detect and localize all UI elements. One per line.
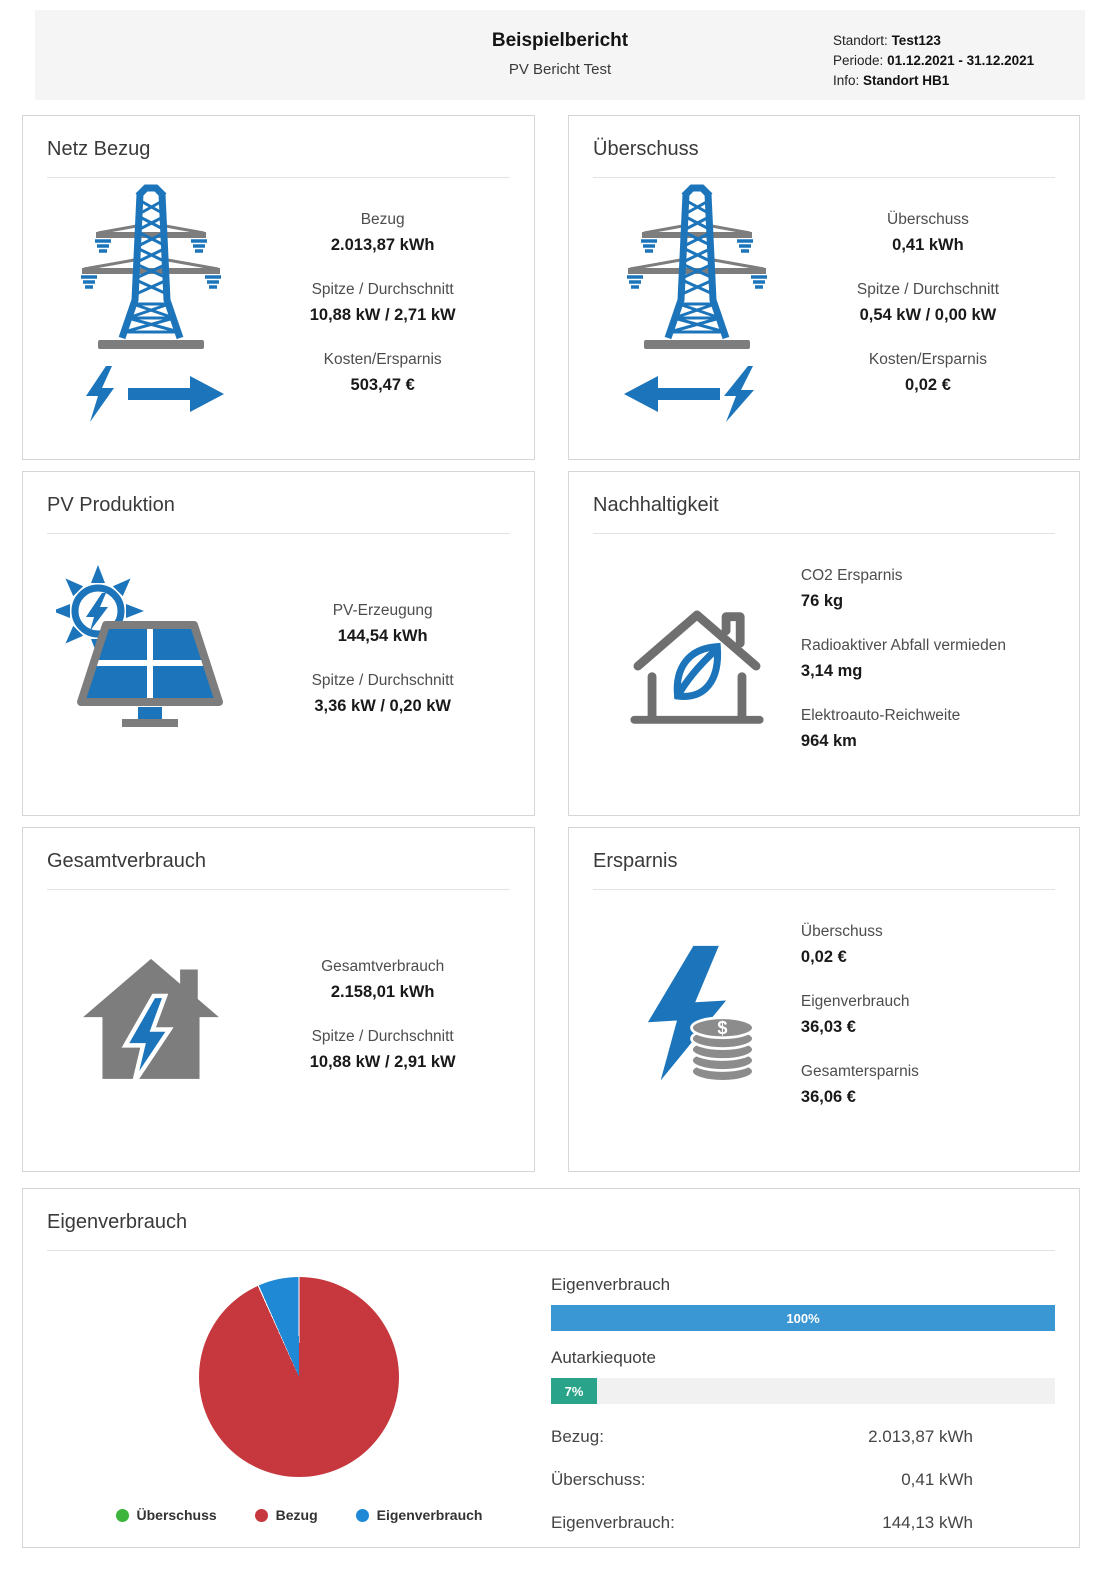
stat-label: Eigenverbrauch <box>800 992 910 1010</box>
autarkiequote-bar-label: Autarkiequote <box>551 1348 656 1367</box>
stat-co2 <box>801 567 1055 611</box>
stat-value: 0,54 kW / 0,00 kW <box>859 305 997 324</box>
eigenverbrauch-pie-chart <box>199 1277 399 1477</box>
stat-value: 144,54 kWh <box>337 626 428 645</box>
stat-label: Gesamtersparnis <box>800 1062 919 1080</box>
card-gesamtverbrauch <box>22 827 535 1172</box>
stat-radioaktiv <box>801 637 1055 681</box>
meta-periode-label: Periode: <box>833 53 884 68</box>
power-tower-icon <box>622 182 772 352</box>
lightning-arrow-right-icon <box>76 364 226 424</box>
legend-dot-blue <box>356 1509 369 1522</box>
stat-label: Kosten/Ersparnis <box>868 350 987 368</box>
stat-value: 3,36 kW / 0,20 kW <box>314 696 451 715</box>
meta-info-value: Standort HB1 <box>863 73 950 88</box>
stat-label: Überschuss <box>887 210 969 228</box>
stat-label: Gesamtverbrauch <box>321 957 445 975</box>
power-tower-icon <box>76 182 226 352</box>
legend-label: Eigenverbrauch <box>376 1507 483 1523</box>
stat-value: 3,14 mg <box>800 661 863 680</box>
card-title: PV Produktion <box>47 494 175 516</box>
row-label: Bezug: <box>551 1427 604 1446</box>
card-pv-produktion <box>22 471 535 816</box>
card-ersparnis <box>568 827 1080 1172</box>
stat-value: 10,88 kW / 2,91 kW <box>309 1052 456 1071</box>
row-label: Überschuss: <box>551 1470 646 1489</box>
legend-label: Bezug <box>275 1507 318 1523</box>
stat-value: 0,02 € <box>800 947 847 966</box>
legend-item-ueberschuss <box>116 1507 217 1523</box>
stat-value: 964 km <box>800 731 857 750</box>
card-title: Netz Bezug <box>47 138 151 160</box>
autarkiequote-progress-bar: 7% <box>551 1378 597 1404</box>
stat-value: 36,06 € <box>800 1087 856 1106</box>
card-netz-bezug <box>22 115 535 460</box>
legend-label: Überschuss <box>136 1507 217 1523</box>
stat-value: 0,02 € <box>905 375 951 394</box>
stat-elektroauto <box>801 707 1055 751</box>
eigenverbrauch-progress-bar: 100% <box>551 1305 1055 1331</box>
report-subtitle: PV Bericht Test <box>508 61 612 78</box>
lightning-coins-icon <box>637 942 757 1088</box>
row-value: 144,13 kWh <box>882 1513 973 1532</box>
stat-value: 36,03 € <box>800 1017 856 1036</box>
stat-gesamtverbrauch <box>255 958 510 1002</box>
stat-label: Radioaktiver Abfall vermieden <box>800 636 1006 654</box>
stat-label: Kosten/Ersparnis <box>323 350 442 368</box>
autarkiequote-progress-track <box>551 1378 1055 1404</box>
row-ueberschuss <box>551 1470 973 1490</box>
card-title: Ersparnis <box>593 850 678 872</box>
meta-standort-label: Standort: <box>833 33 888 48</box>
legend-dot-green <box>116 1509 129 1522</box>
arrow-left-lightning-icon <box>622 364 772 424</box>
report-meta <box>833 31 1034 91</box>
meta-standort <box>833 31 1034 51</box>
row-value: 2.013,87 kWh <box>868 1427 973 1446</box>
meta-standort-value: Test123 <box>891 33 941 48</box>
stat-gesamtersparnis <box>801 1063 1055 1107</box>
stat-label: Spitze / Durchschnitt <box>311 671 454 689</box>
meta-periode-value: 01.12.2021 - 31.12.2021 <box>887 53 1035 68</box>
row-eigenverbrauch <box>551 1513 973 1533</box>
stat-value: 0,41 kWh <box>892 235 964 254</box>
legend-item-bezug <box>255 1507 318 1523</box>
stat-value: 76 kg <box>800 591 844 610</box>
stat-spitze-durchschnitt <box>255 672 510 716</box>
card-eigenverbrauch <box>22 1188 1080 1548</box>
stat-value: 10,88 kW / 2,71 kW <box>309 305 456 324</box>
legend-dot-red <box>255 1509 268 1522</box>
row-label: Eigenverbrauch: <box>551 1513 675 1532</box>
summary-rows <box>551 1427 1055 1533</box>
card-title: Gesamtverbrauch <box>47 850 206 872</box>
meta-info <box>833 71 1034 91</box>
eco-house-leaf-icon <box>622 592 772 726</box>
stat-pv-erzeugung <box>255 602 510 646</box>
report-header <box>35 10 1085 100</box>
card-nachhaltigkeit <box>568 471 1080 816</box>
card-title: Überschuss <box>593 138 699 160</box>
legend-item-eigenverbrauch <box>356 1507 483 1523</box>
card-title: Eigenverbrauch <box>47 1211 188 1233</box>
card-ueberschuss <box>568 115 1080 460</box>
house-lightning-icon <box>76 943 226 1086</box>
stat-kosten-ersparnis <box>255 351 510 395</box>
report-title: Beispielbericht <box>491 30 629 51</box>
stat-kosten-ersparnis <box>801 351 1055 395</box>
stat-spitze-durchschnitt <box>801 281 1055 325</box>
meta-periode <box>833 51 1034 71</box>
card-title: Nachhaltigkeit <box>593 494 719 516</box>
stat-label: PV-Erzeugung <box>332 601 433 619</box>
stat-value: 2.158,01 kWh <box>330 982 435 1001</box>
svg-text:$: $ <box>717 1017 728 1038</box>
stat-value: 2.013,87 kWh <box>330 235 435 254</box>
pie-legend <box>116 1507 483 1523</box>
stat-spitze-durchschnitt <box>255 1028 510 1072</box>
divider <box>47 1250 1055 1251</box>
stat-label: Bezug <box>360 210 405 228</box>
stat-value: 503,47 € <box>350 375 415 394</box>
row-bezug <box>551 1427 973 1447</box>
stat-spitze-durchschnitt <box>255 281 510 325</box>
meta-info-label: Info: <box>833 73 860 88</box>
card-grid <box>22 115 1100 1172</box>
stat-ueberschuss <box>801 211 1055 255</box>
stat-eigenverbrauch <box>801 993 1055 1037</box>
stat-label: Spitze / Durchschnitt <box>311 1027 454 1045</box>
solar-panel-sun-icon <box>56 559 246 759</box>
stat-ueberschuss <box>801 923 1055 967</box>
stat-label: Überschuss <box>800 922 883 940</box>
row-value: 0,41 kWh <box>901 1470 973 1489</box>
eigenverbrauch-bar-label: Eigenverbrauch <box>551 1275 671 1294</box>
stat-label: Elektroauto-Reichweite <box>800 706 961 724</box>
stat-label: Spitze / Durchschnitt <box>856 280 1000 298</box>
stat-bezug <box>255 211 510 255</box>
stat-label: Spitze / Durchschnitt <box>311 280 454 298</box>
stat-label: CO2 Ersparnis <box>800 566 903 584</box>
